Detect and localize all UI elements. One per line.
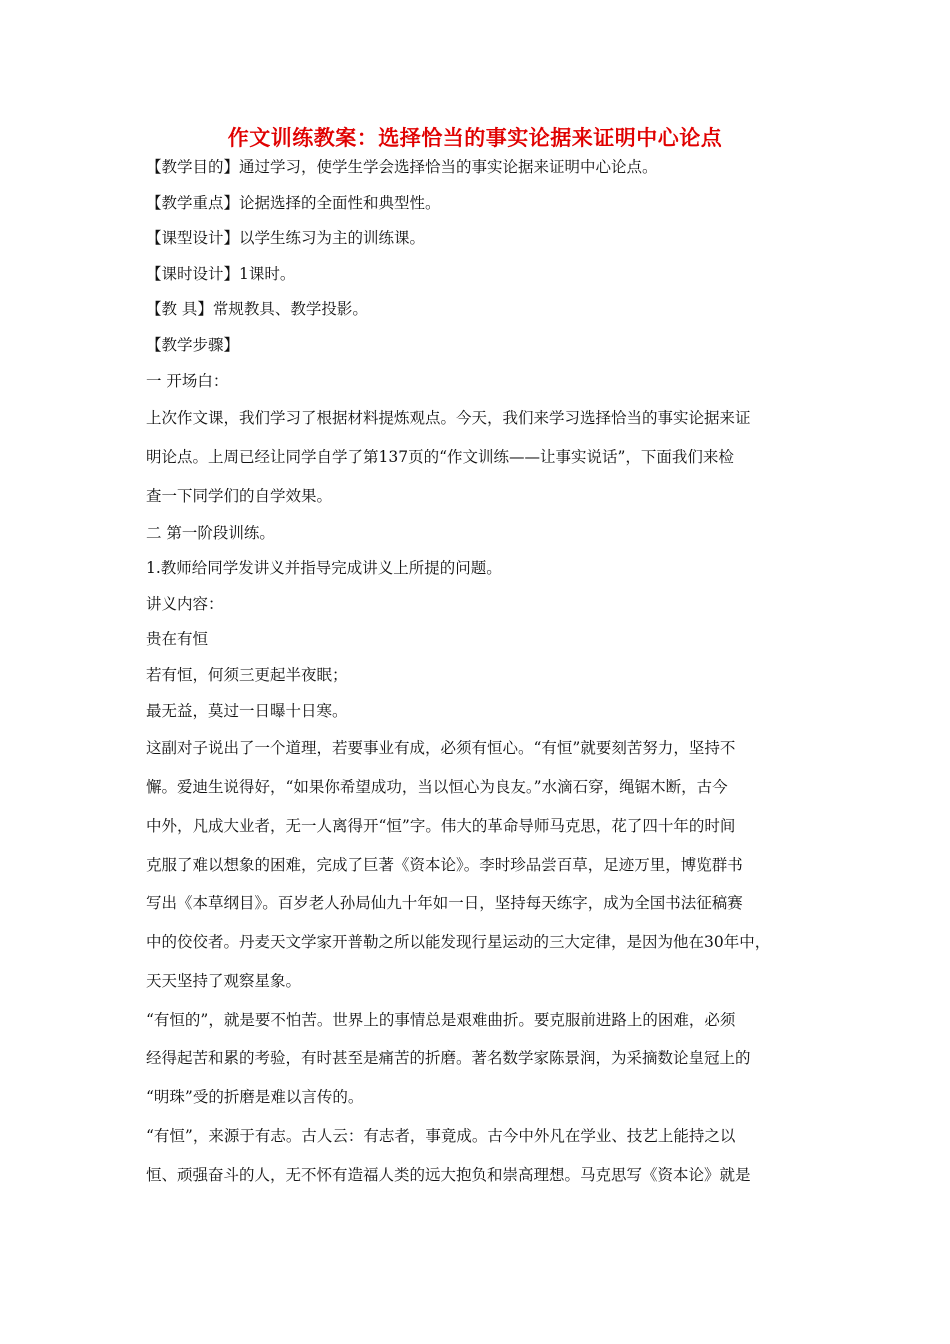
intro-paragraph (146, 399, 816, 515)
essay-paragraph-2 (146, 1001, 816, 1117)
paragraph-line: “有恒”，来源于有志。古人云：有志者，事竟成。古今中外凡在学业、技艺上能持之以 (146, 1127, 736, 1146)
document-title: 作文训练教案：选择恰当的事实论据来证明中心论点 (227, 125, 723, 150)
paragraph-line: 中外，凡成大业者，无一人离得开“恒”字。伟大的革命导师马克思，花了四十年的时间 (146, 816, 736, 835)
essay-paragraph-3 (146, 1117, 816, 1195)
section-heading-opening: 一 开场白： (146, 371, 229, 390)
paragraph-line: 查一下同学们的自学效果。 (146, 486, 333, 505)
paragraph-line: 写出《本草纲目》。百岁老人孙局仙九十年如一日，坚持每天练字，成为全国书法征稿赛 (146, 894, 743, 913)
paragraph-line: 上次作文课，我们学习了根据材料提炼观点。今天，我们来学习选择恰当的事实论据来证 (146, 409, 751, 428)
paragraph-line: 这副对子说出了一个道理，若要事业有成，必须有恒心。“有恒”就要刻苦努力，坚持不 (146, 739, 736, 758)
teaching-steps-heading: 【教学步骤】 (146, 335, 240, 354)
paragraph-line: 恒、顽强奋斗的人，无不怀有造福人类的远大抱负和崇高理想。马克思写《资本论》就是 (146, 1165, 751, 1184)
step-one-line: 1.教师给同学发讲义并指导完成讲义上所提的问题。 (146, 559, 502, 578)
paragraph-line: 克服了难以想象的困难，完成了巨著《资本论》。李时珍品尝百草，足迹万里，博览群书 (146, 855, 743, 874)
paragraph-line: 经得起苦和累的考验，有时甚至是痛苦的折磨。著名数学家陈景润，为采摘数论皇冠上的 (146, 1049, 751, 1068)
paragraph-line: 中的佼佼者。丹麦天文学家开普勒之所以能发现行星运动的三大定律，是因为他在30年中， (146, 933, 771, 952)
handout-label: 讲义内容： (146, 594, 224, 613)
key-point-line: 【教学重点】论据选择的全面性和典型性。 (146, 193, 441, 212)
objective-line: 【教学目的】通过学习，使学生学会选择恰当的事实论据来证明中心论点。 (146, 158, 658, 176)
paragraph-line: 懈。爱迪生说得好，“如果你希望成功，当以恒心为良友。”水滴石穿，绳锯木断，古今 (146, 777, 728, 796)
lesson-hours-line: 【课时设计】1课时。 (146, 264, 296, 283)
section-heading-stage-one: 二 第一阶段训练。 (146, 523, 275, 542)
essay-title: 贵在有恒 (146, 630, 209, 649)
paragraph-line: 天天坚持了观察星象。 (146, 971, 302, 990)
paragraph-line: 明论点。上周已经让同学自学了第137页的“作文训练——让事实说话”，下面我们来检 (146, 447, 734, 466)
paragraph-line: “有恒的”，就是要不怕苦。世界上的事情总是艰难曲折。要克服前进路上的困难，必须 (146, 1010, 736, 1029)
lesson-type-line: 【课型设计】以学生练习为主的训练课。 (146, 229, 426, 248)
document-body (146, 150, 816, 1195)
couplet-line-1: 若有恒，何须三更起半夜眠； (146, 665, 348, 684)
couplet-line-2: 最无益，莫过一日曝十日寒。 (146, 701, 348, 720)
teaching-tools-line: 【教 具】常规教具、教学投影。 (146, 300, 368, 319)
paragraph-line: “明珠”受的折磨是难以言传的。 (146, 1088, 364, 1107)
essay-paragraph-1 (146, 729, 816, 1001)
